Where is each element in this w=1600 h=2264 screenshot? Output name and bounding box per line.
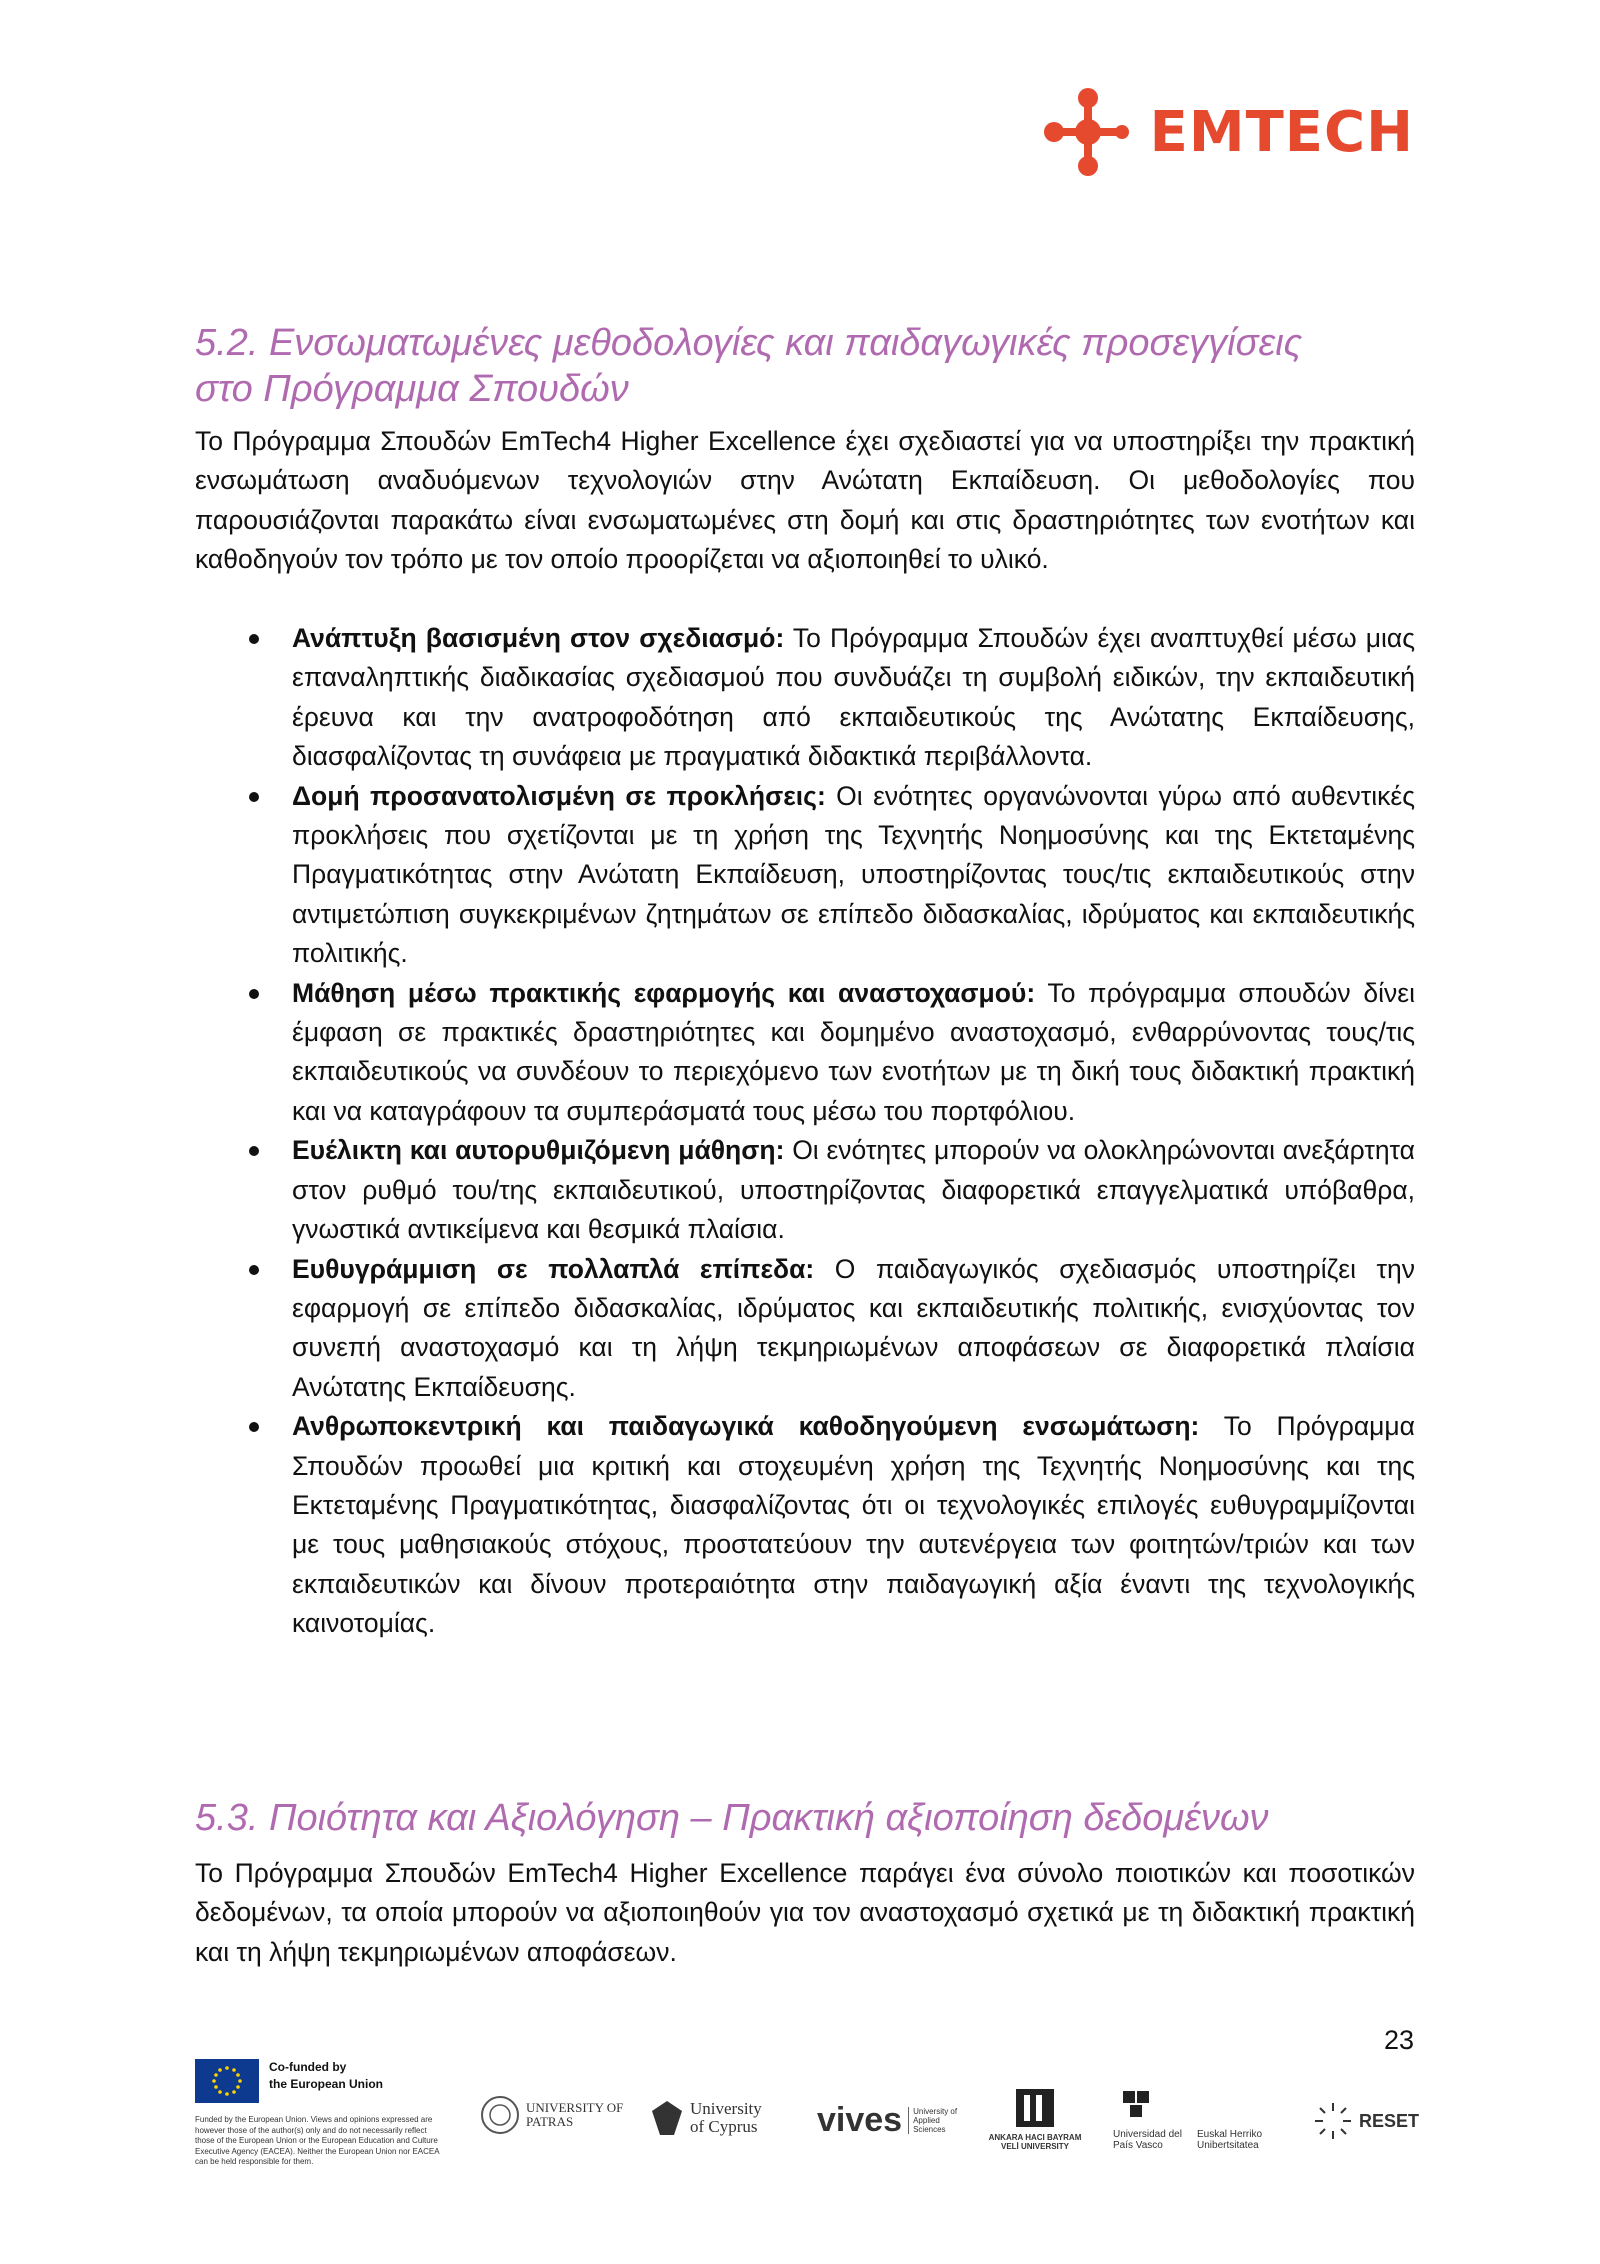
reset-burst-icon — [1313, 2101, 1353, 2141]
eu-flag-icon — [195, 2059, 259, 2103]
partner-logo-cyprus — [650, 2099, 780, 2137]
eu-disclaimer: Funded by the European Union. Views and opinions expressed are however those of the author(s) only and do not necessarily reflect those of the European Union or the European Education and Culture Executive Agency (EACEA). Neither the European Union nor EACEA can be held responsible for them. — [195, 2115, 440, 2166]
section-5-3-text: Το Πρόγραμμα Σπουδών EmTech4 Higher Excellence παράγει ένα σύνολο ποιοτικών και ποσοτικών δεδομένων, τα οποία μπορούν να αξιοποιηθούν για τον αναστοχασμό σχετικά με τη διδακτική πρακτική και τη λήψη τεκμηριωμένων αποφάσεων. — [195, 1858, 1415, 1967]
partner-name: ANKARA HACI BAYRAM VELİ UNIVERSITY — [988, 2133, 1082, 2151]
partner-logo-reset — [1313, 2101, 1419, 2141]
emtech-logo — [1040, 84, 1414, 180]
eu-title-line-1: Co-funded by — [269, 2060, 347, 2074]
bullet-icon — [249, 989, 259, 999]
partner-name: Universidad del País Vasco — [1113, 2129, 1182, 2151]
bullet-icon — [249, 634, 259, 644]
page-number: 23 — [1383, 2025, 1414, 2055]
partner-logo-vives — [817, 2101, 963, 2140]
bullet-icon — [249, 1146, 259, 1156]
list-item-title: Ανάπτυξη βασισμένη στον σχεδιασμό: — [292, 623, 785, 653]
bullet-icon — [249, 792, 259, 802]
eu-title-line-2: the European Union — [269, 2077, 383, 2091]
partner-logo-ankara — [985, 2085, 1085, 2151]
cyprus-emblem-icon — [650, 2099, 684, 2137]
partner-name: UNIVERSITY OF PATRAS — [526, 2100, 624, 2129]
list-item-text: Το πρόγραμμα σπουδών δίνει έμφαση σε πρακτικές δραστηριότητες και δομημένο αναστοχασμό, ενθαρρύνοντας τους/τις εκπαιδευτικούς να συνδέουν το περιεχόμενο των ενοτήτων με τη δική τους διδακτική πρακτική και να καταγράφουν τα συμπεράσματά τους μέσω του πορτφόλιου. — [292, 977, 1415, 1126]
logo-text: EMTECH — [1149, 99, 1414, 165]
section-heading-5-2 — [195, 320, 1415, 412]
list-item-text: Οι ενότητες οργανώνονται γύρω από αυθεντικές προκλήσεις που σχετίζονται με τη χρήση της Τεχνητής Νοημοσύνης και της Εκτεταμένης Πραγματικότητας στην Ανώτατη Εκπαίδευση, υποστηρίζοντας τους/τις εκπαιδευτικούς στην αντιμετώπιση συγκεκριμένων ζητημάτων σε επίπεδο διδασκαλίας, ιδρύματος και εκπαιδευτικής πολιτικής. — [292, 780, 1415, 969]
ankara-logo-icon — [1012, 2085, 1058, 2131]
footer — [195, 2055, 1420, 2235]
list-item-title: Ανθρωποκεντρική και παιδαγωγικά καθοδηγούμενη ενσωμάτωση: — [292, 1411, 1200, 1442]
list-item — [195, 974, 1415, 1132]
list-item — [195, 619, 1415, 777]
emtech-logo-icon — [1040, 84, 1136, 180]
methodology-list — [195, 619, 1415, 1644]
list-item-text: Ο παιδαγωγικός σχεδιασμός υποστηρίζει την εφαρμογή σε επίπεδο διδασκαλίας, ιδρύματος και εκπαιδευτικής πολιτικής, ενισχύοντας τον συνεπή αναστοχασμό και τη λήψη τεκμηριωμένων αποφάσεων σε διαφορετικά πλαίσια Ανώτατης Εκπαίδευσης. — [292, 1253, 1415, 1402]
list-item-title: Μάθηση μέσω πρακτικής εφαρμογής και αναστοχασμού: — [292, 977, 1036, 1008]
heading-line-2: στο Πρόγραμμα Σπουδών — [195, 368, 629, 410]
list-item-text: Το Πρόγραμμα Σπουδών προωθεί μια κριτική και στοχευμένη χρήση της Τεχνητής Νοημοσύνης και της Εκτεταμένης Πραγματικότητας, διασφαλίζοντας ότι οι τεχνολογικές επιλογές ευθυγραμμίζονται με τους μαθησιακούς στόχους, προστατεύουν την αυτενέργεια των φοιτητών/τριών και των εκπαιδευτικών και δίνουν προτεραιότητα στην παιδαγωγική αξία έναντι της τεχνολογικής καινοτομίας. — [292, 1411, 1415, 1639]
partner-name: RESET — [1359, 2110, 1420, 2131]
list-item-title: Ευθυγράμμιση σε πολλαπλά επίπεδα: — [292, 1253, 815, 1284]
partner-name: vives — [817, 2101, 903, 2139]
patras-seal-icon — [480, 2095, 520, 2135]
list-item — [195, 1250, 1415, 1408]
bullet-icon — [249, 1265, 259, 1275]
list-item-text: Οι ενότητες μπορούν να ολοκληρώνονται ανεξάρτητα στον ρυθμό του/της εκπαιδευτικού, υποστηρίζοντας διαφορετικά επαγγελματικά υπόβαθρα, γνωστικά αντικείμενα και θεσμικά πλαίσια. — [292, 1135, 1415, 1245]
partner-name: University of Cyprus — [690, 2099, 762, 2136]
partner-logo-ehu — [1113, 2087, 1267, 2151]
section-heading-5-3: 5.3. Ποιότητα και Αξιολόγηση – Πρακτική αξιοποίηση δεδομένων — [195, 1797, 1269, 1839]
list-item — [195, 1407, 1415, 1643]
heading-line-1: 5.2. Ενσωματωμένες μεθοδολογίες και παιδαγωγικές προσεγγίσεις — [195, 322, 1303, 364]
list-item — [195, 1131, 1415, 1249]
list-item-title: Ευέλικτη και αυτορυθμιζόμενη μάθηση: — [292, 1135, 785, 1166]
eu-title — [269, 2059, 429, 2093]
list-item-text: Το Πρόγραμμα Σπουδών έχει αναπτυχθεί μέσω μιας επαναληπτικής διαδικασίας σχεδιασμού που συνδυάζει τη συμβολή ειδικών, την εκπαιδευτική έρευνα και την ανατροφοδότηση από εκπαιδευτικούς της Ανώτατης Εκπαίδευσης, διασφαλίζοντας τη συνάφεια με πραγματικά διδακτικά περιβάλλοντα. — [292, 623, 1415, 772]
bullet-icon — [249, 1422, 259, 1432]
list-item — [195, 777, 1415, 974]
partner-sub: University of Applied Sciences — [908, 2107, 963, 2134]
partner-logo-patras — [480, 2095, 626, 2135]
partner-sub: Euskal Herriko Unibertsitatea — [1197, 2129, 1263, 2151]
section-5-2-intro: Το Πρόγραμμα Σπουδών EmTech4 Higher Excellence έχει σχεδιαστεί για να υποστηρίξει την πρακτική ενσωμάτωση αναδυόμενων τεχνολογιών στην Ανώτατη Εκπαίδευση. Οι μεθοδολογίες που παρουσιάζονται παρακάτω είναι ενσωματωμένες στη δομή και στις δραστηριότητες των ενοτήτων και καθοδηγούν τον τρόπο με τον οποίο προορίζεται να αξιοποιηθεί το υλικό. — [195, 426, 1415, 575]
ehu-logo-icon — [1113, 2087, 1163, 2127]
list-item-title: Δομή προσανατολισμένη σε προκλήσεις: — [292, 780, 826, 811]
